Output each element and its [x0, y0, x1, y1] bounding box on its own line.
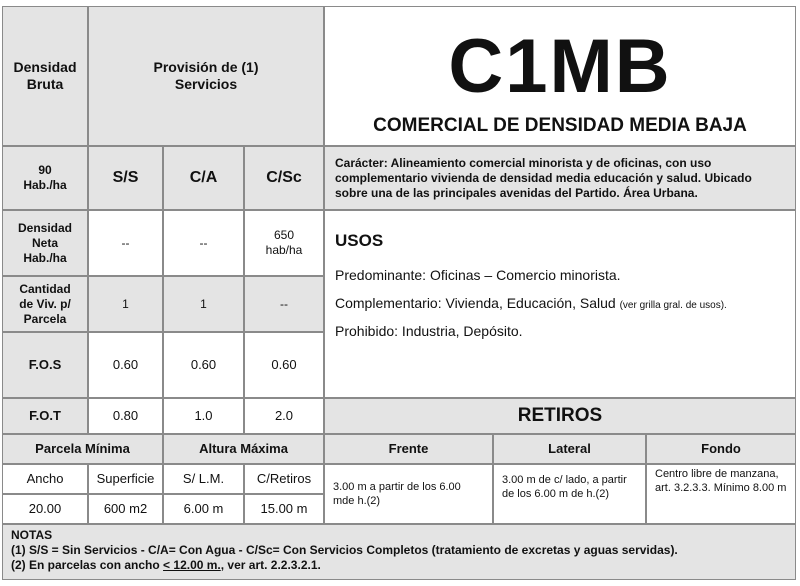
units-csc: -- [244, 276, 324, 332]
retiros-title: RETIROS [324, 398, 796, 434]
retiro-lateral-header: Lateral [493, 434, 646, 464]
fot-ca: 1.0 [163, 398, 244, 434]
units-per-parcel-label: Cantidad de Viv. p/ Parcela [2, 276, 88, 332]
net-density-label: Densidad Neta Hab./ha [2, 210, 88, 276]
zone-code: C1MB [448, 24, 672, 109]
units-ca: 1 [163, 276, 244, 332]
usos-title: USOS [335, 231, 384, 250]
min-parcel-header: Parcela Mínima [2, 434, 163, 464]
usos-complementary-note: (ver grilla gral. de usos). [619, 300, 727, 311]
units-ss: 1 [88, 276, 163, 332]
fos-csc: 0.60 [244, 332, 324, 398]
notes-title: NOTAS [11, 528, 53, 542]
note-2 [11, 558, 321, 573]
max-height-header: Altura Máxima [163, 434, 324, 464]
height-lm-value: 6.00 m [163, 494, 244, 524]
retiro-lateral-value: 3.00 m de c/ lado, a partir de los 6.00 m de h.(2) [493, 464, 646, 524]
usos-block [324, 210, 796, 398]
height-setback-label: C/Retiros [244, 464, 324, 494]
parcel-area-label: Superficie [88, 464, 163, 494]
usos-complementary-line [335, 295, 727, 311]
gross-density-value: 90 Hab./ha [2, 146, 88, 210]
height-lm-label: S/ L.M. [163, 464, 244, 494]
parcel-width-label: Ancho [2, 464, 88, 494]
note-1: (1) S/S = Sin Servicios - C/A= Con Agua - C/Sc= Con Servicios Completos (tratamiento de excretas y aguas servidas). [11, 543, 678, 557]
retiro-back-value: Centro libre de manzana, art. 3.2.3.3. Mínimo 8.00 m [646, 464, 796, 524]
service-ca-header: C/A [163, 146, 244, 210]
fot-ss: 0.80 [88, 398, 163, 434]
services-provision-header: Provisión de (1) Servicios [88, 6, 324, 146]
net-density-ss: -- [88, 210, 163, 276]
fot-csc: 2.0 [244, 398, 324, 434]
fos-ca: 0.60 [163, 332, 244, 398]
character-description: Carácter: Alineamiento comercial minorista y de oficinas, con uso complementario vivienda de densidad media educación y salud. Ubicado sobre una de las principales avenidas del Partido. Área Urbana. [324, 146, 796, 210]
notes-block [2, 524, 796, 580]
note-2-suffix: , ver art. 2.2.3.2.1. [220, 558, 321, 572]
zone-title-block [324, 6, 796, 146]
usos-prohibited: Prohibido: Industria, Depósito. [335, 323, 523, 339]
service-csc-header: C/Sc [244, 146, 324, 210]
retiro-front-header: Frente [324, 434, 493, 464]
note-2-prefix: (2) En parcelas con ancho [11, 558, 164, 572]
service-ss-header: S/S [88, 146, 163, 210]
parcel-area-value: 600 m2 [88, 494, 163, 524]
height-setback-value: 15.00 m [244, 494, 324, 524]
zone-name: COMERCIAL DE DENSIDAD MEDIA BAJA [373, 115, 747, 136]
usos-complementary: Complementario: Vivienda, Educación, Salud [335, 295, 616, 311]
fos-label: F.O.S [2, 332, 88, 398]
gross-density-header: Densidad Bruta [2, 6, 88, 146]
fos-ss: 0.60 [88, 332, 163, 398]
retiro-back-header: Fondo [646, 434, 796, 464]
parcel-width-value: 20.00 [2, 494, 88, 524]
net-density-csc: 650 hab/ha [244, 210, 324, 276]
note-2-value: < 12.00 m. [163, 558, 221, 572]
usos-predominant: Predominante: Oficinas – Comercio minorista. [335, 267, 621, 283]
retiro-front-value: 3.00 m a partir de los 6.00 mde h.(2) [324, 464, 493, 524]
net-density-ca: -- [163, 210, 244, 276]
fot-label: F.O.T [2, 398, 88, 434]
